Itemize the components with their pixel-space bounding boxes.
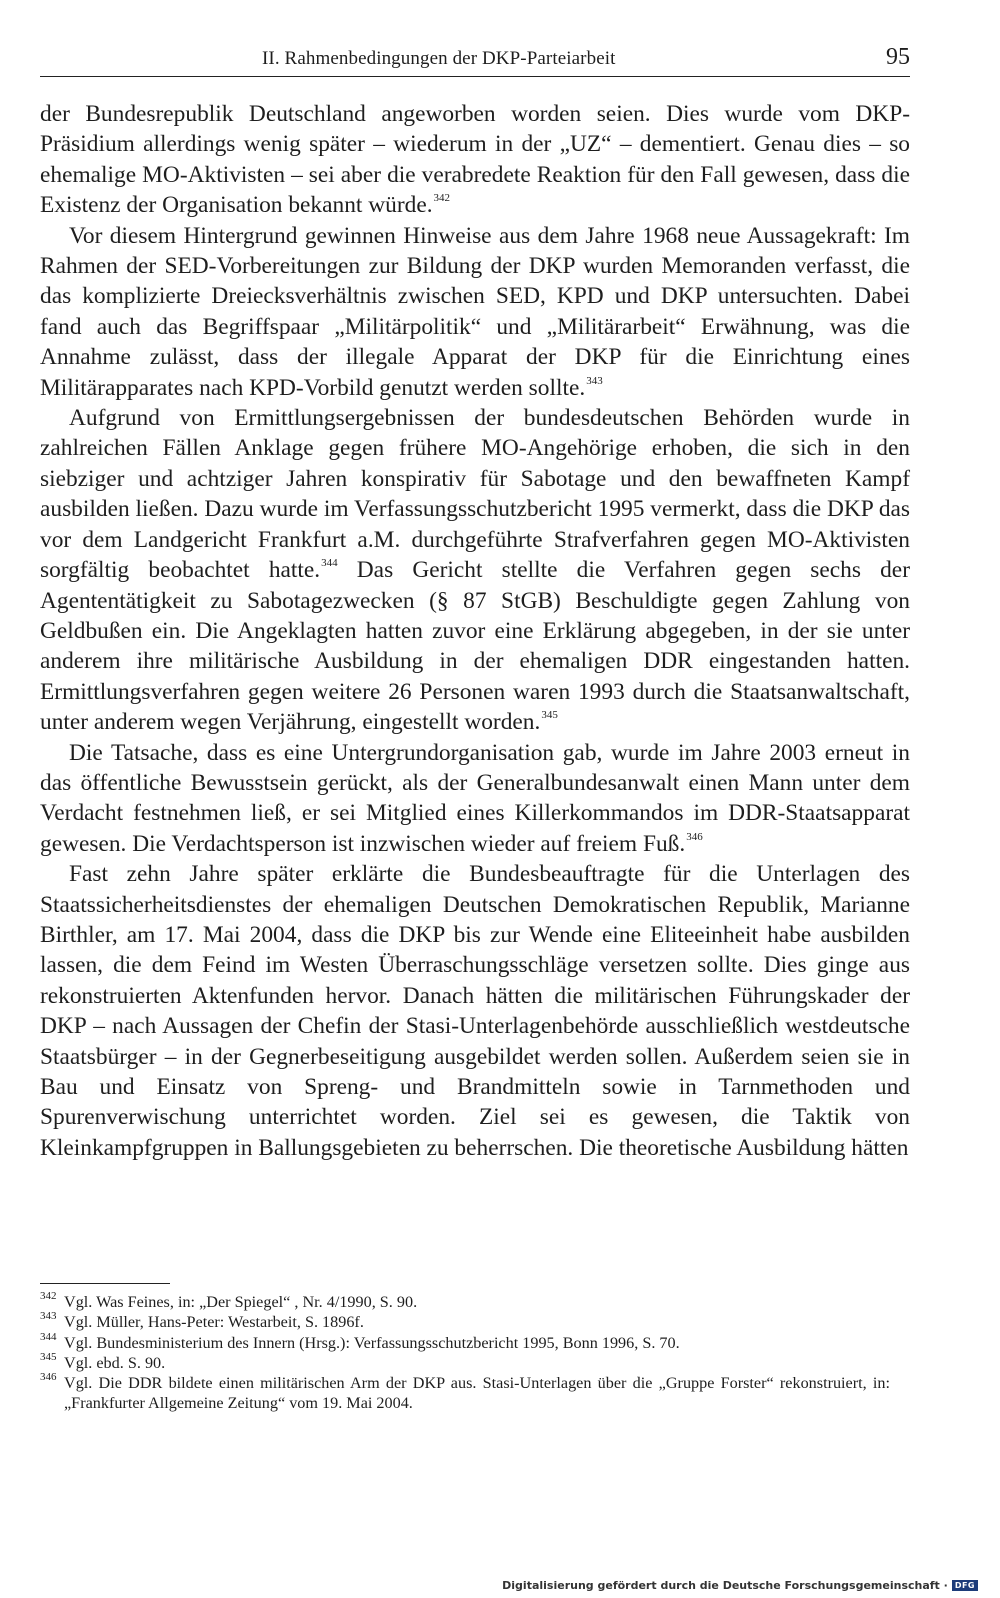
footnote-ref: 344	[321, 557, 338, 570]
footnote-ref: 342	[433, 192, 451, 205]
chapter-title: II. Rahmenbedingungen der DKP-Parteiarbeit	[262, 48, 616, 69]
footnote	[40, 1350, 890, 1373]
footnote-ref: 345	[541, 709, 558, 722]
footnote-number: 344	[40, 1330, 57, 1343]
paragraph-text: der Bundesrepublik Deutschland angeworben worden seien. Dies wurde vom DKP-Präsidium allerdings wenig später – wiederum in der „UZ“ – dementiert. Genau dies – so ehemalige MO-Aktivisten – sei aber die verabredete Reaktion für den Fall gewesen, dass die Existenz der Organisation bekannt würde.	[40, 101, 910, 219]
digitization-credit	[502, 1579, 978, 1592]
paragraph-text: Das Gericht stellte die Verfahren gegen sechs der Agententätigkeit zu Sabotagezwecken (§ 87 StGB) Beschuldigte gegen Zahlung von Geldbußen ein. Die Angeklagten hatten zuvor eine Erklärung abgegeben, in der sie unter anderem ihre militärische Ausbildung in der ehemaligen DDR eingestanden hatten. Ermittlungsverfahren gegen weitere 26 Personen waren 1993 durch die Staatsanwaltschaft, unter anderem wegen Verjährung, eingestellt worden.	[40, 557, 910, 736]
book-page	[40, 0, 910, 1598]
footnote-text: Vgl. Bundesministerium des Innern (Hrsg.): Verfassungsschutzbericht 1995, Bonn 1996, S. 70.	[64, 1333, 680, 1352]
footnote-text: Vgl. Was Feines, in: „Der Spiegel“ , Nr. 4/1990, S. 90.	[64, 1293, 418, 1311]
credit-text: Digitalisierung gefördert durch die Deutsche Forschungsgemeinschaft ·	[502, 1579, 948, 1592]
footnote-text: Vgl. ebd. S. 90.	[64, 1353, 166, 1372]
paragraph	[40, 403, 910, 737]
footnote-text: Vgl. Die DDR bildete einen militärischen Arm der DKP aus. Stasi-Unterlagen über die „Gruppe Forster“ rekonstruiert, in: „Frankfurter Allgemeine Zeitung“ vom 19. Mai 2004.	[64, 1374, 890, 1413]
paragraph-text: Die Tatsache, dass es eine Untergrundorganisation gab, wurde im Jahre 2003 erneut in das öffentliche Bewusstsein gerückt, als der Generalbundesanwalt einen Mann unter dem Verdacht festnehmen ließ, er sei Mitglied eines Killerkommandos im DDR-Staatsapparat gewesen. Die Verdachtsperson ist inzwischen wieder auf freiem Fuß.	[40, 739, 910, 857]
paragraph-text: Aufgrund von Ermittlungsergebnissen der bundesdeutschen Behörden wurde in zahlreichen Fällen Anklage gegen frühere MO-Angehörige erhoben, die sich in den siebziger und achtziger Jahren konspirativ für Sabotage und den bewaffneten Kampf ausbilden ließen. Dazu wurde im Verfassungsschutzbericht 1995 vermerkt, dass die DKP das vor dem Landgericht Frankfurt a.M. durchgeführte Strafverfahren gegen MO-Aktivisten sorgfältig beobachtet hatte.	[40, 405, 910, 584]
running-header	[40, 44, 910, 77]
paragraph	[40, 738, 910, 860]
footnote-number: 346	[40, 1371, 57, 1384]
dfg-logo-icon: DFG	[952, 1580, 978, 1591]
footnote-number: 342	[40, 1290, 57, 1302]
paragraph-text: Fast zehn Jahre später erklärte die Bundesbeauftragte für die Unterlagen des Staatssicherheitsdienstes der ehemaligen Deutschen Demokratischen Republik, Marianne Birthler, am 17. Mai 2004, dass die DKP bis zur Wende eine Eliteeinheit habe ausbilden lassen, die dem Feind im Westen Überraschungsschläge versetzen sollte. Dies ginge aus rekonstruierten Aktenfunden hervor. Danach hätten die militärischen Führungskader der DKP – nach Aussagen der Chefin der Stasi-Unterlagenbehörde ausschließlich westdeutsche Staatsbürger – in der Gegnerbeseitigung ausgebildet werden sollen. Außerdem seien sie in Bau und Einsatz von Spreng- und Brandmitteln sowie in Tarnmethoden und Spurenverwischung unterrichtet worden. Ziel sei es gewesen, die Taktik von Kleinkampfgruppen in Ballungsgebieten zu beherrschen. Die theoretische Ausbildung hätten	[40, 861, 910, 1161]
footnote	[40, 1312, 890, 1332]
footnote	[40, 1330, 890, 1353]
paragraph-text: Vor diesem Hintergrund gewinnen Hinweise aus dem Jahre 1968 neue Aussagekraft: Im Rahmen der SED-Vorbereitungen zur Bildung der DKP wurden Memoranden verfasst, die das komplizierte Dreiecksverhältnis zwischen SED, KPD und DKP untersuchten. Dabei fand auch das Begriffspaar „Militärpolitik“ und „Militärarbeit“ Erwähnung, was die Annahme zulässt, dass der illegale Apparat der DKP für die Einrichtung eines Militärapparates nach KPD-Vorbild genutzt werden sollte.	[40, 222, 910, 401]
footnote-ref: 343	[586, 374, 603, 387]
footnote	[40, 1292, 890, 1312]
footnote-divider	[40, 1283, 170, 1284]
footnote-number: 343	[40, 1310, 57, 1323]
footnote	[40, 1373, 890, 1414]
footnote-number: 345	[40, 1350, 57, 1363]
main-text	[40, 99, 910, 1163]
footnotes	[40, 1292, 890, 1414]
footnote-text: Vgl. Müller, Hans-Peter: Westarbeit, S. 1896f.	[64, 1313, 364, 1332]
paragraph	[40, 99, 910, 221]
page-number: 95	[886, 44, 910, 70]
paragraph	[40, 859, 910, 1163]
paragraph	[40, 221, 910, 403]
footnote-ref: 346	[686, 830, 703, 843]
